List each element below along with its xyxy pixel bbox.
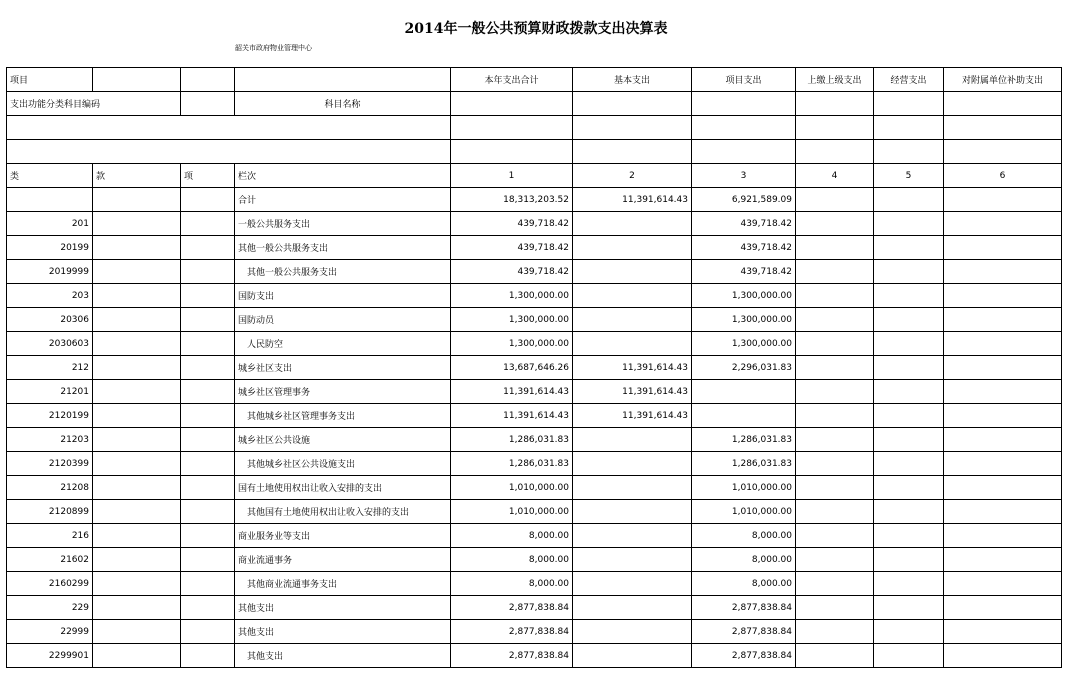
subject-code: 21602 [7,548,93,572]
header-kuan: 款 [93,164,181,188]
subject-name: 其他国有土地使用权出让收入安排的支出 [235,500,451,524]
unit-name: 韶关市政府物业管理中心 [235,44,312,52]
subject-code: 2019999 [7,260,93,284]
amount-basic [573,572,692,596]
table-row [7,332,1062,356]
table-row [7,260,1062,284]
subject-code: 21208 [7,476,93,500]
amount-project: 8,000.00 [692,524,796,548]
table-row [7,620,1062,644]
table-row [7,428,1062,452]
amount-total: 8,000.00 [451,524,573,548]
amount-total: 439,718.42 [451,236,573,260]
subject-code: 201 [7,212,93,236]
col-num-3: 3 [692,164,796,188]
total-project: 6,921,589.09 [692,188,796,212]
amount-basic [573,308,692,332]
amount-basic [573,236,692,260]
subject-name: 商业服务业等支出 [235,524,451,548]
amount-basic: 11,391,614.43 [573,356,692,380]
subject-name: 一般公共服务支出 [235,212,451,236]
amount-project: 439,718.42 [692,212,796,236]
table-row [7,524,1062,548]
amount-project: 1,286,031.83 [692,452,796,476]
subject-name: 国有土地使用权出让收入安排的支出 [235,476,451,500]
amount-total: 1,300,000.00 [451,308,573,332]
amount-total: 11,391,614.43 [451,404,573,428]
amount-basic: 11,391,614.43 [573,404,692,428]
subject-name: 其他支出 [235,644,451,668]
subject-code: 2030603 [7,332,93,356]
header-code-label: 支出功能分类科目编码 [7,92,181,116]
subject-code: 203 [7,284,93,308]
amount-total: 1,010,000.00 [451,500,573,524]
header-row-4 [7,140,1062,164]
col-num-4: 4 [796,164,874,188]
subject-name: 其他城乡社区公共设施支出 [235,452,451,476]
amount-project: 1,010,000.00 [692,476,796,500]
amount-total: 13,687,646.26 [451,356,573,380]
subject-name: 国防动员 [235,308,451,332]
col-num-1: 1 [451,164,573,188]
subject-code: 20199 [7,236,93,260]
amount-project: 2,877,838.84 [692,596,796,620]
table-row [7,356,1062,380]
table-row [7,308,1062,332]
subject-name: 其他一般公共服务支出 [235,260,451,284]
header-xiang: 项 [181,164,235,188]
amount-total: 439,718.42 [451,260,573,284]
table-row [7,452,1062,476]
total-basic: 11,391,614.43 [573,188,692,212]
subject-name: 人民防空 [235,332,451,356]
header-row-1 [7,68,1062,92]
subject-code: 2120899 [7,500,93,524]
amount-total: 2,877,838.84 [451,596,573,620]
amount-total: 1,286,031.83 [451,428,573,452]
amount-total: 8,000.00 [451,548,573,572]
amount-basic [573,428,692,452]
header-row-3 [7,116,1062,140]
amount-project: 2,877,838.84 [692,620,796,644]
table-row [7,380,1062,404]
col-header-remit: 上缴上级支出 [796,68,874,92]
table-row [7,284,1062,308]
amount-project: 439,718.42 [692,260,796,284]
table-row [7,236,1062,260]
subject-name: 国防支出 [235,284,451,308]
subject-code: 21201 [7,380,93,404]
col-num-6: 6 [944,164,1062,188]
amount-project [692,404,796,428]
amount-total: 439,718.42 [451,212,573,236]
amount-basic [573,596,692,620]
amount-project: 1,300,000.00 [692,284,796,308]
table-row [7,644,1062,668]
amount-basic [573,644,692,668]
header-xiangmu: 项目 [7,68,93,92]
amount-basic: 11,391,614.43 [573,380,692,404]
subject-code: 21203 [7,428,93,452]
amount-project [692,380,796,404]
subject-name: 城乡社区管理事务 [235,380,451,404]
col-header-total: 本年支出合计 [451,68,573,92]
amount-total: 1,300,000.00 [451,332,573,356]
subject-code: 212 [7,356,93,380]
subject-name: 其他一般公共服务支出 [235,236,451,260]
table-row [7,572,1062,596]
col-header-operating: 经营支出 [874,68,944,92]
col-num-2: 2 [573,164,692,188]
amount-project: 1,286,031.83 [692,428,796,452]
header-row-2 [7,92,1062,116]
subject-code: 229 [7,596,93,620]
total-amount: 18,313,203.52 [451,188,573,212]
subject-name: 其他支出 [235,596,451,620]
amount-basic [573,332,692,356]
subject-name: 城乡社区公共设施 [235,428,451,452]
amount-project: 8,000.00 [692,572,796,596]
amount-project: 439,718.42 [692,236,796,260]
report-title: 2014年一般公共预算财政拨款支出决算表 [404,21,668,37]
amount-project: 1,300,000.00 [692,308,796,332]
header-row-5 [7,164,1062,188]
amount-basic [573,524,692,548]
amount-basic [573,476,692,500]
subject-code: 20306 [7,308,93,332]
total-label: 合计 [235,188,451,212]
table-row [7,476,1062,500]
amount-total: 2,877,838.84 [451,620,573,644]
subject-code: 2299901 [7,644,93,668]
subject-name: 其他商业流通事务支出 [235,572,451,596]
subject-name: 其他城乡社区管理事务支出 [235,404,451,428]
amount-total: 8,000.00 [451,572,573,596]
subject-code: 216 [7,524,93,548]
amount-basic [573,548,692,572]
table-row [7,500,1062,524]
subject-code: 2120199 [7,404,93,428]
table-row [7,596,1062,620]
amount-total: 2,877,838.84 [451,644,573,668]
subject-code: 2160299 [7,572,93,596]
subject-code: 2120399 [7,452,93,476]
amount-total: 1,010,000.00 [451,476,573,500]
amount-basic [573,452,692,476]
amount-basic [573,500,692,524]
col-header-project: 项目支出 [692,68,796,92]
table-row [7,212,1062,236]
expenditure-table [6,67,1062,668]
amount-total: 1,300,000.00 [451,284,573,308]
table-row [7,548,1062,572]
amount-basic [573,620,692,644]
amount-project: 2,877,838.84 [692,644,796,668]
total-row [7,188,1062,212]
amount-basic [573,212,692,236]
subject-name: 城乡社区支出 [235,356,451,380]
amount-basic [573,284,692,308]
subject-name: 商业流通事务 [235,548,451,572]
col-header-basic: 基本支出 [573,68,692,92]
amount-project: 1,010,000.00 [692,500,796,524]
amount-total: 1,286,031.83 [451,452,573,476]
amount-basic [573,260,692,284]
amount-project: 2,296,031.83 [692,356,796,380]
amount-project: 8,000.00 [692,548,796,572]
subject-code: 22999 [7,620,93,644]
amount-total: 11,391,614.43 [451,380,573,404]
header-lanci: 栏次 [235,164,451,188]
table-row [7,404,1062,428]
subject-name: 其他支出 [235,620,451,644]
header-name-label: 科目名称 [235,92,451,116]
col-num-5: 5 [874,164,944,188]
header-lei: 类 [7,164,93,188]
amount-project: 1,300,000.00 [692,332,796,356]
col-header-subsidy: 对附属单位补助支出 [944,68,1062,92]
